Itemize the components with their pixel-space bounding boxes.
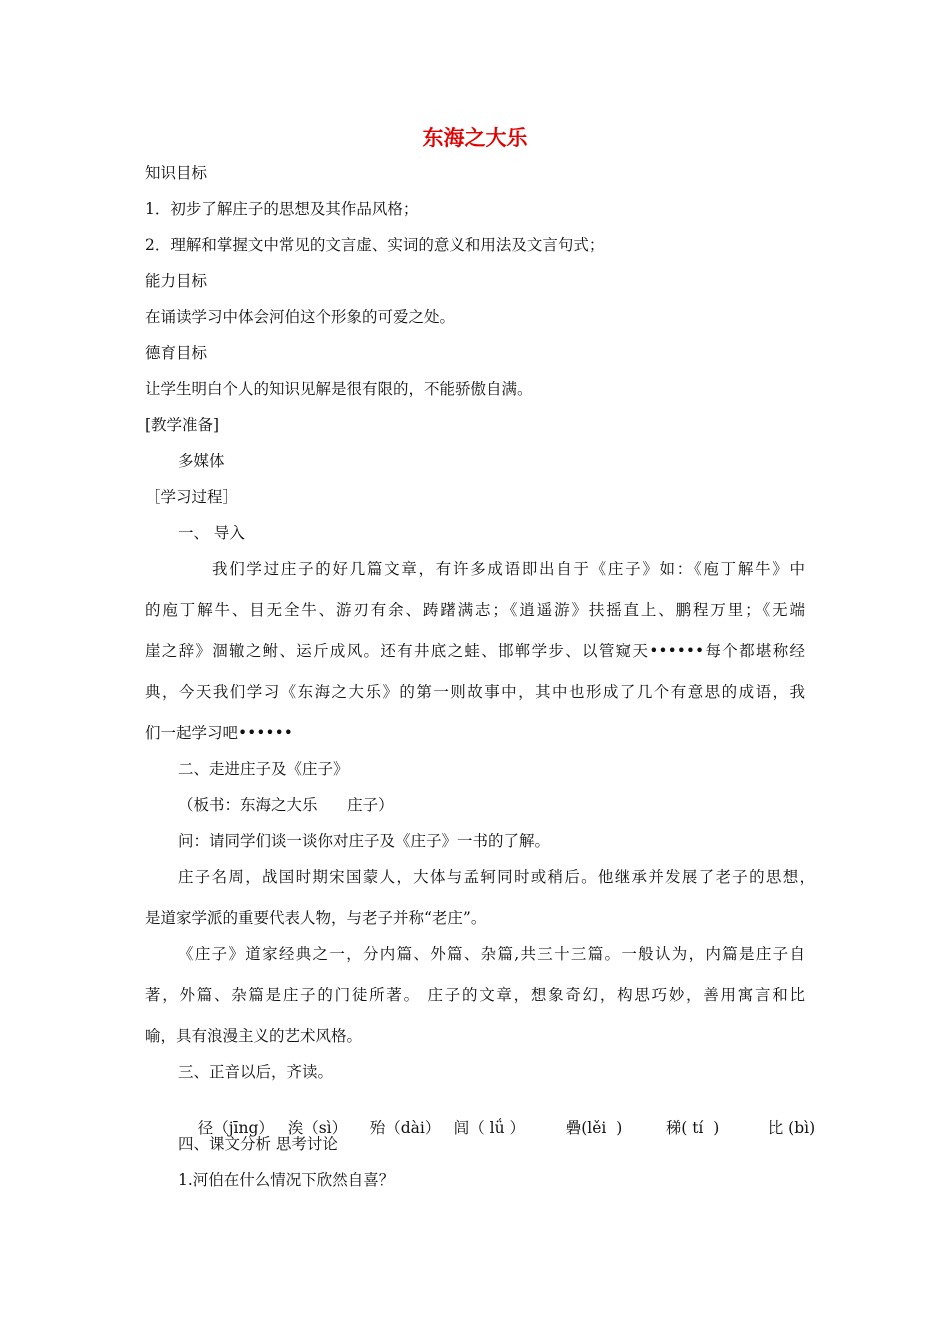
- book-line: 喻，具有浪漫主义的艺术风格。: [145, 1027, 363, 1045]
- step-3-heading: 三、正音以后，齐读。: [178, 1063, 334, 1081]
- step-2-heading: 二、走进庄子及《庄子》: [178, 760, 349, 778]
- prep-text: 多媒体: [178, 452, 225, 470]
- pinyin-item: 闾（ lǘ ）: [453, 1119, 526, 1137]
- step-4-heading: 四、课文分析 思考讨论: [178, 1135, 338, 1153]
- intro-line: 们一起学习吧••••••: [145, 724, 293, 742]
- page-title: 东海之大乐: [422, 125, 528, 150]
- pinyin-item: 比 (bì): [767, 1119, 816, 1137]
- prep-heading: [教学准备]: [145, 416, 220, 434]
- question-text: 问：请同学们谈一谈你对庄子及《庄子》一书的了解。: [178, 832, 551, 850]
- intro-line: 崖之辞》涸辙之鲋、运斤成风。还有井底之蛙、邯郸学步、以管窥天••••••每个都堪称经: [145, 642, 805, 660]
- pinyin-item: 殆（dài）: [369, 1119, 441, 1137]
- book-line: 著，外篇、杂篇是庄子的门徒所著。 庄子的文章，想象奇幻，构思巧妙，善用寓言和比: [145, 986, 805, 1004]
- knowledge-item-1: 1．初步了解庄子的思想及其作品风格；: [145, 200, 419, 218]
- intro-line: 的庖丁解牛、目无全牛、游刃有余、踌躇满志；《逍遥游》扶摇直上、鹏程万里；《无端: [145, 601, 805, 619]
- process-heading: ［学习过程］: [145, 488, 239, 506]
- intro-line: 典，今天我们学习《东海之大乐》的第一则故事中，其中也形成了几个有意思的成语，我: [145, 683, 805, 701]
- moral-heading: 德育目标: [145, 344, 208, 362]
- pinyin-item: 礨(lěi ): [565, 1119, 623, 1137]
- knowledge-item-2: 2．理解和掌握文中常见的文言虚、实词的意义和用法及文言句式；: [145, 236, 605, 254]
- ability-text: 在诵读学习中体会河伯这个形象的可爱之处。: [145, 308, 456, 326]
- zhuangzi-line: 庄子名周，战国时期宋国蒙人，大体与孟轲同时或稍后。他继承并发展了老子的思想，: [178, 868, 815, 886]
- board-note: （板书：东海之大乐 庄子）: [178, 796, 394, 814]
- moral-text: 让学生明白个人的知识见解是很有限的，不能骄傲自满。: [145, 380, 533, 398]
- pinyin-item: 稊( tí ): [665, 1119, 720, 1137]
- book-line: 《庄子》道家经典之一，分内篇、外篇、杂篇,共三十三篇。一般认为，内篇是庄子自: [178, 945, 805, 963]
- ability-heading: 能力目标: [145, 272, 208, 290]
- question-1: 1.河伯在什么情况下欣然自喜？: [178, 1171, 395, 1189]
- pinyin-item: 径（jīng）: [197, 1119, 274, 1137]
- knowledge-heading: 知识目标: [145, 164, 208, 182]
- step-1-heading: 一、 导入: [178, 524, 245, 542]
- zhuangzi-line: 是道家学派的重要代表人物，与老子并称“老庄”。: [145, 909, 487, 927]
- intro-line: 我们学过庄子的好几篇文章，有许多成语即出自于《庄子》如：《庖丁解牛》中: [212, 560, 805, 578]
- pinyin-item: 涘（sì）: [287, 1119, 348, 1137]
